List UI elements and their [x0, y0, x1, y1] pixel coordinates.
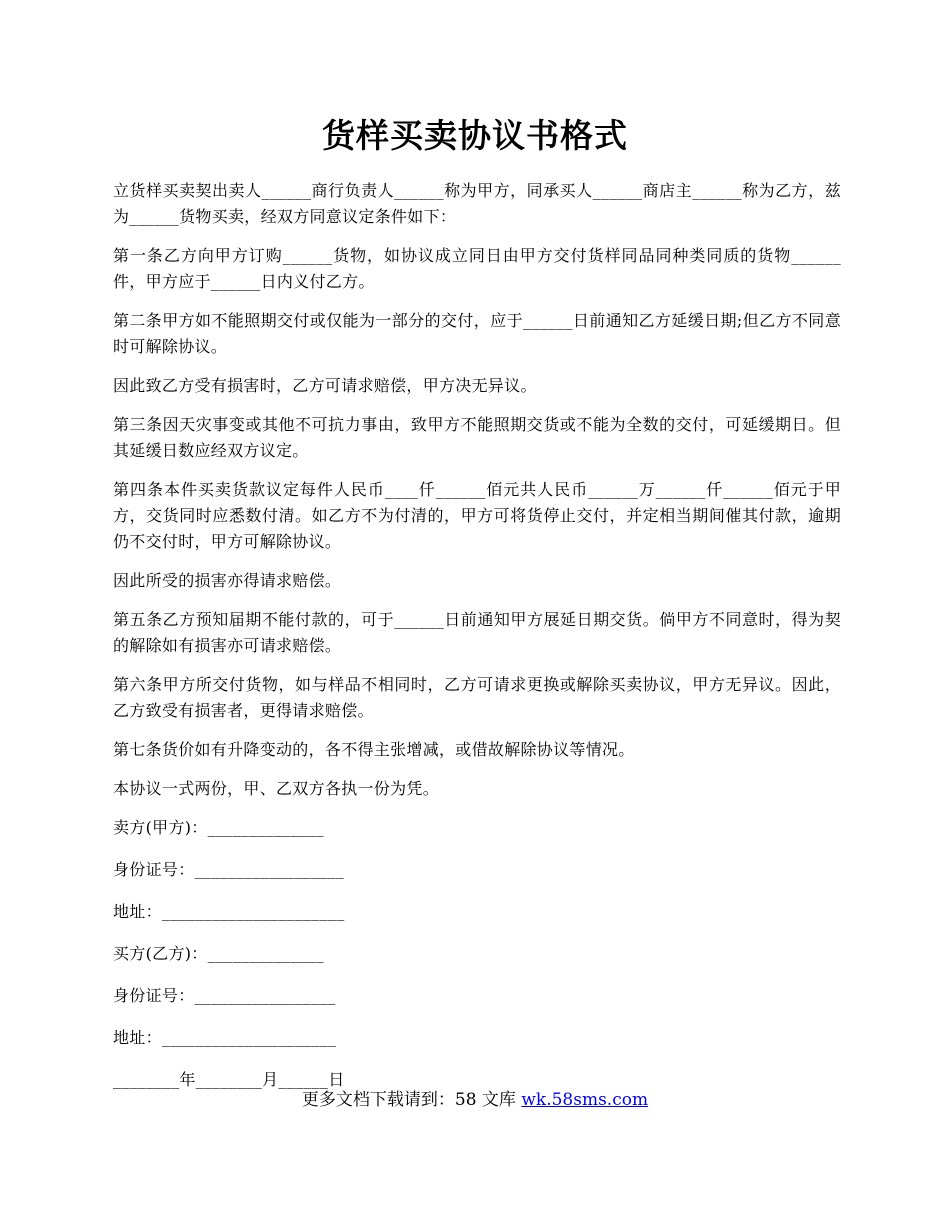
footer-prefix: 更多文档下载请到：58 文库 — [301, 1090, 522, 1110]
signature-buyer-address: 地址：_____________________ — [113, 1028, 337, 1047]
signature-seller: 卖方(甲方)：______________ — [113, 818, 324, 837]
paragraph-article-2-note: 因此致乙方受有损害时，乙方可请求赔偿，甲方决无异议。 — [113, 376, 537, 395]
paragraph-article-4: 第四条本件买卖货款议定每件人民币____仟______佰元共人民币______万______仟______佰元于甲方，交货同时应悉数付清。如乙方不为付清的，甲方可将货停止交付，并定相当期间催其付款，逾期仍不交付时，甲方可解除协议。 — [113, 480, 841, 551]
paragraph-article-1: 第一条乙方向甲方订购______货物，如协议成立同日由甲方交付货样同品同种类同质的货物______件，甲方应于______日内义付乙方。 — [113, 246, 841, 291]
document-body — [113, 178, 841, 1109]
footer-link[interactable]: wk.58sms.com — [521, 1090, 649, 1110]
paragraph-intro: 立货样买卖契出卖人______商行负责人______称为甲方，同承买人______商店主______称为乙方，兹为______货物买卖，经双方同意议定条件如下： — [113, 181, 841, 226]
signature-buyer-id: 身份证号：_________________ — [113, 986, 336, 1005]
paragraph-article-5: 第五条乙方预知届期不能付款的，可于______日前通知甲方展延日期交货。倘甲方不同意时，得为契的解除如有损害亦可请求赔偿。 — [113, 610, 841, 655]
signature-seller-id: 身份证号：__________________ — [113, 860, 344, 879]
paragraph-article-7: 第七条货价如有升降变动的，各不得主张增减，或借故解除协议等情况。 — [113, 740, 635, 759]
signature-seller-address: 地址：______________________ — [113, 902, 345, 921]
document-title: 货样买卖协议书格式 — [322, 116, 628, 155]
paragraph-article-3: 第三条因天灾事变或其他不可抗力事由，致甲方不能照期交货或不能为全数的交付，可延缓期日。但其延缓日数应经双方议定。 — [113, 415, 841, 460]
signature-date: ________年________月______日 — [113, 1070, 345, 1089]
paragraph-article-6: 第六条甲方所交付货物，如与样品不相同时，乙方可请求更换或解除买卖协议，甲方无异议。因此，乙方致受有损害者，更得请求赔偿。 — [113, 675, 841, 720]
paragraph-article-2: 第二条甲方如不能照期交付或仅能为一部分的交付，应于______日前通知乙方延缓日期;但乙方不同意时可解除协议。 — [113, 311, 841, 356]
paragraph-article-4-note: 因此所受的损害亦得请求赔偿。 — [113, 571, 342, 590]
footer — [0, 1087, 950, 1113]
signature-buyer: 买方(乙方)：______________ — [113, 944, 324, 963]
paragraph-copies: 本协议一式两份，甲、乙双方各执一份为凭。 — [113, 779, 440, 798]
